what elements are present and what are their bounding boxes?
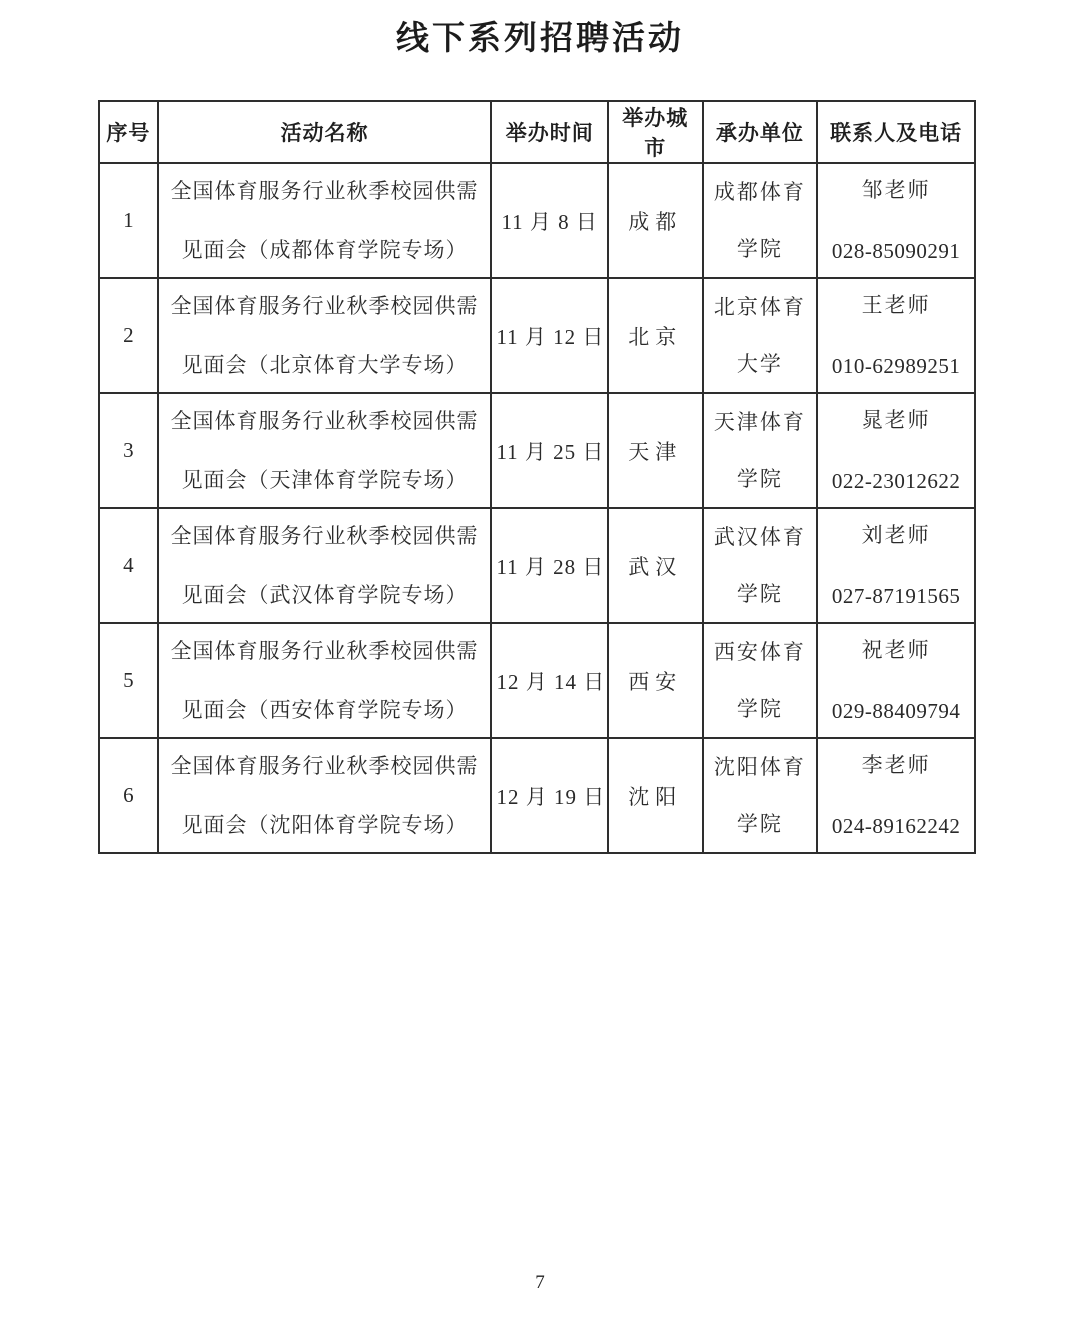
activity-name-line1: 全国体育服务行业秋季校园供需 — [170, 294, 479, 319]
contact-name: 刘老师 — [861, 523, 931, 548]
organizer-line2: 学院 — [736, 466, 783, 491]
cell-city: 成都 — [608, 163, 703, 278]
table-row — [99, 278, 975, 393]
contact-phone: 024-89162242 — [831, 813, 961, 838]
cell-activity-name — [158, 623, 492, 738]
cell-activity-name — [158, 393, 492, 508]
header-city: 举办城市 — [608, 101, 703, 163]
table-header — [99, 101, 975, 163]
activity-name-line1: 全国体育服务行业秋季校园供需 — [170, 524, 479, 549]
cell-activity-name — [158, 508, 492, 623]
cell-contact — [817, 623, 975, 738]
cell-date: 12 月 19 日 — [491, 738, 608, 853]
header-contact: 联系人及电话 — [817, 101, 975, 163]
cell-city: 北京 — [608, 278, 703, 393]
header-row — [99, 101, 975, 163]
cell-contact — [817, 508, 975, 623]
cell-organizer — [703, 623, 818, 738]
activity-name-line2: 见面会（沈阳体育学院专场） — [181, 812, 468, 837]
table-row — [99, 508, 975, 623]
contact-phone: 028-85090291 — [831, 238, 961, 263]
cell-organizer — [703, 163, 818, 278]
cell-city: 武汉 — [608, 508, 703, 623]
page-number: 7 — [535, 1272, 545, 1293]
cell-serial: 3 — [99, 393, 158, 508]
organizer-line2: 学院 — [736, 696, 783, 721]
cell-date: 12 月 14 日 — [491, 623, 608, 738]
table-row — [99, 623, 975, 738]
organizer-line2: 大学 — [736, 351, 783, 376]
activity-name-line2: 见面会（天津体育学院专场） — [181, 467, 468, 492]
contact-phone: 010-62989251 — [831, 353, 961, 378]
cell-date: 11 月 25 日 — [491, 393, 608, 508]
cell-city: 西安 — [608, 623, 703, 738]
header-organizer: 承办单位 — [703, 101, 818, 163]
activity-name-line1: 全国体育服务行业秋季校园供需 — [170, 754, 479, 779]
cell-date: 11 月 12 日 — [491, 278, 608, 393]
contact-name: 晁老师 — [861, 408, 931, 433]
organizer-line2: 学院 — [736, 236, 783, 261]
organizer-line1: 沈阳体育 — [713, 755, 806, 780]
cell-serial: 4 — [99, 508, 158, 623]
cell-organizer — [703, 738, 818, 853]
cell-activity-name — [158, 278, 492, 393]
organizer-line1: 成都体育 — [713, 180, 806, 205]
cell-organizer — [703, 393, 818, 508]
organizer-line1: 西安体育 — [713, 640, 806, 665]
activity-name-line1: 全国体育服务行业秋季校园供需 — [170, 179, 479, 204]
activity-name-line1: 全国体育服务行业秋季校园供需 — [170, 639, 479, 664]
cell-city: 天津 — [608, 393, 703, 508]
cell-contact — [817, 393, 975, 508]
cell-serial: 6 — [99, 738, 158, 853]
activity-name-line2: 见面会（武汉体育学院专场） — [181, 582, 468, 607]
organizer-line2: 学院 — [736, 581, 783, 606]
activity-name-line2: 见面会（成都体育学院专场） — [181, 237, 468, 262]
table-body — [99, 163, 975, 853]
contact-phone: 022-23012622 — [831, 468, 961, 493]
activity-name-line2: 见面会（北京体育大学专场） — [181, 352, 468, 377]
cell-city: 沈阳 — [608, 738, 703, 853]
activity-name-line1: 全国体育服务行业秋季校园供需 — [170, 409, 479, 434]
organizer-line1: 北京体育 — [713, 295, 806, 320]
header-serial: 序号 — [99, 101, 158, 163]
header-date: 举办时间 — [491, 101, 608, 163]
contact-name: 祝老师 — [861, 638, 931, 663]
contact-name: 王老师 — [861, 293, 931, 318]
recruitment-events-table — [98, 100, 976, 854]
page-title: 线下系列招聘活动 — [396, 21, 684, 57]
table-row — [99, 738, 975, 853]
organizer-line1: 天津体育 — [713, 410, 806, 435]
contact-phone: 029-88409794 — [831, 698, 961, 723]
cell-activity-name — [158, 163, 492, 278]
cell-date: 11 月 8 日 — [491, 163, 608, 278]
organizer-line2: 学院 — [736, 811, 783, 836]
header-activity-name: 活动名称 — [158, 101, 492, 163]
contact-name: 邹老师 — [861, 178, 931, 203]
cell-date: 11 月 28 日 — [491, 508, 608, 623]
contact-phone: 027-87191565 — [831, 583, 961, 608]
activity-name-line2: 见面会（西安体育学院专场） — [181, 697, 468, 722]
cell-serial: 5 — [99, 623, 158, 738]
cell-serial: 1 — [99, 163, 158, 278]
cell-contact — [817, 738, 975, 853]
organizer-line1: 武汉体育 — [713, 525, 806, 550]
cell-contact — [817, 278, 975, 393]
table-row — [99, 393, 975, 508]
table-row — [99, 163, 975, 278]
cell-contact — [817, 163, 975, 278]
cell-activity-name — [158, 738, 492, 853]
cell-organizer — [703, 508, 818, 623]
cell-serial: 2 — [99, 278, 158, 393]
contact-name: 李老师 — [861, 753, 931, 778]
cell-organizer — [703, 278, 818, 393]
